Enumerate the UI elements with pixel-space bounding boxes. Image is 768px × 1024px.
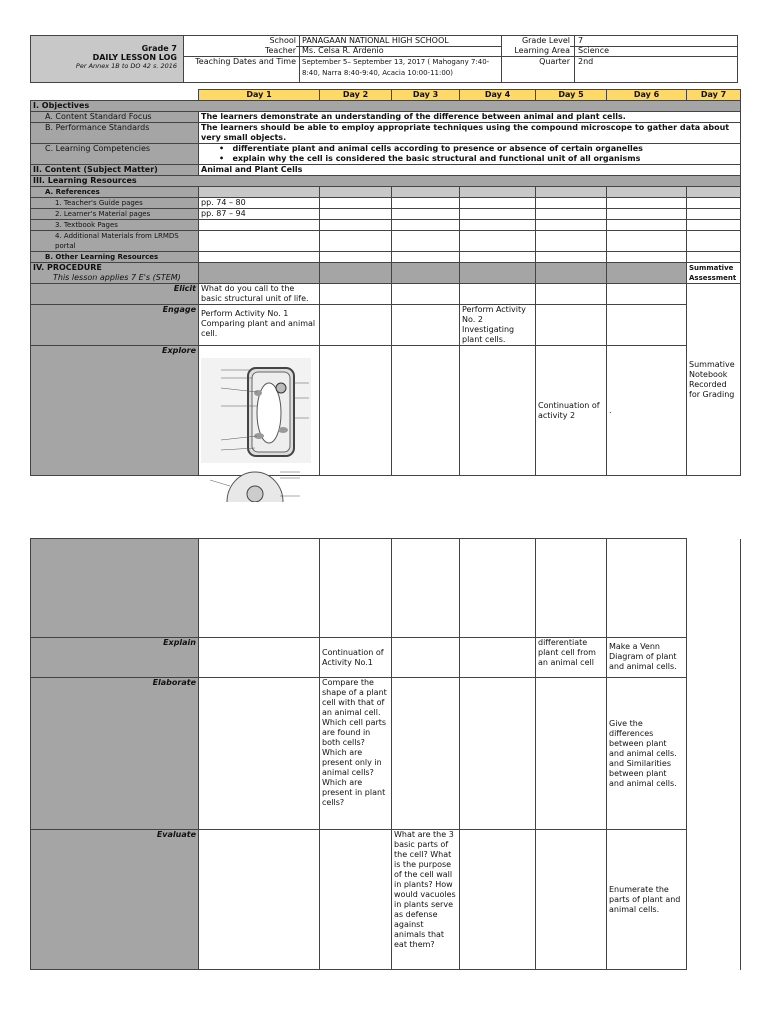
- references-label: A. References: [31, 187, 199, 198]
- elicit-label: Elicit: [31, 284, 199, 305]
- procedure-subheading: This lesson applies 7 E's (STEM): [53, 273, 181, 282]
- lesson-table: [30, 89, 741, 476]
- learning-competencies-label: C. Learning Competencies: [31, 144, 199, 165]
- explain-label: Explain: [31, 638, 199, 678]
- elicit-day-1: What do you call to the basic structural unit of life.: [199, 284, 320, 305]
- animal-cell-diagram: [200, 466, 310, 502]
- content-standard-label: A. Content Standard Focus: [31, 112, 199, 123]
- content-label: II. Content (Subject Matter): [31, 165, 199, 176]
- annex-note: Per Annex 1B to DO 42 s. 2016: [75, 62, 177, 70]
- content-value: Animal and Plant Cells: [199, 165, 741, 176]
- learners-material-label: 2. Learner's Material pages: [31, 209, 199, 220]
- day-7-header: Day 7: [687, 90, 741, 101]
- quarter-label: Quarter: [502, 57, 570, 66]
- grade-title: Grade 7: [141, 44, 177, 53]
- procedure-heading: IV. PROCEDURE: [33, 263, 102, 272]
- lesson-table-continued: [30, 538, 741, 970]
- procedure-heading-cell: [31, 263, 199, 284]
- engage-label: Engage: [31, 305, 199, 346]
- day-4-header: Day 4: [460, 90, 536, 101]
- evaluate-label: Evaluate: [31, 830, 199, 970]
- blank-cell: [31, 90, 199, 101]
- plant-cell-diagram: [201, 358, 311, 463]
- teacher-label: Teacher: [184, 46, 296, 55]
- performance-standards-text: The learners should be able to employ appropriate techniques using the compound microscope to gather data about very small objects.: [199, 123, 741, 144]
- explore-day-6: .: [607, 346, 687, 476]
- performance-standards-label: B. Performance Standards: [31, 123, 199, 144]
- textbook-pages-label: 3. Textbook Pages: [31, 220, 199, 231]
- day-6-header: Day 6: [607, 90, 687, 101]
- explain-day-2: Continuation of Activity No.1: [320, 638, 392, 678]
- day-1-header: Day 1: [199, 90, 320, 101]
- engage-day-4: Perform Activity No. 2 Investigating plant cells.: [460, 305, 536, 346]
- elaborate-day-2: Compare the shape of a plant cell with that of an animal cell. Which cell parts are found in both cells? Which are present only in animal cells? Which are present in plant cells?: [320, 678, 392, 830]
- teachers-guide-value: pp. 74 – 80: [199, 198, 320, 209]
- day-5-header: Day 5: [536, 90, 607, 101]
- school-value: PANAGAAN NATIONAL HIGH SCHOOL: [302, 36, 449, 45]
- lesson-log-header: [30, 35, 738, 83]
- teachers-guide-label: 1. Teacher's Guide pages: [31, 198, 199, 209]
- header-title-box: [31, 36, 184, 82]
- grade-level-value: 7: [578, 36, 584, 45]
- dates-value: September 5– September 13, 2017 ( Mahogany 7:40-8:40, Narra 8:40-9:40, Acacia 10:00-11:00): [302, 58, 490, 77]
- evaluate-day-6: Enumerate the parts of plant and animal cells.: [607, 830, 687, 970]
- learning-area-value: Science: [578, 46, 610, 55]
- explore-label: Explore: [31, 346, 199, 476]
- summative-assessment-header: Summative Assessment: [687, 263, 741, 284]
- doc-title: DAILY LESSON LOG: [92, 53, 177, 62]
- additional-materials-label: 4. Additional Materials from LRMDS portal: [31, 231, 199, 252]
- engage-day-1: Perform Activity No. 1 Comparing plant and animal cell.: [199, 305, 320, 346]
- explain-day-6: Make a Venn Diagram of plant and animal cells.: [607, 638, 687, 678]
- grade-level-label: Grade Level: [502, 36, 570, 45]
- quarter-value: 2nd: [578, 57, 594, 66]
- objectives-heading: I. Objectives: [31, 101, 741, 112]
- explain-day-5: differentiate plant cell from an animal cell: [536, 638, 607, 678]
- explore-day-7: Summative Notebook Recorded for Grading: [687, 284, 741, 476]
- explore-day-5: Continuation of activity 2: [536, 346, 607, 476]
- learning-area-label: Learning Area: [502, 46, 570, 55]
- day-2-header: Day 2: [320, 90, 392, 101]
- evaluate-day-3: What are the 3 basic parts of the cell? What is the purpose of the cell wall in plants? How would vacuoles in plants serve as defense against animals that eat them?: [392, 830, 460, 970]
- day-header-row: [31, 90, 741, 101]
- learners-material-value: pp. 87 – 94: [199, 209, 320, 220]
- elaborate-day-6: Give the differences between plant and animal cells. and Similarities between plant and animal cells.: [607, 678, 687, 830]
- school-label: School: [184, 36, 296, 45]
- competency-item: • explain why the cell is considered the basic structural and functional unit of all organisms: [219, 154, 641, 163]
- other-resources-label: B. Other Learning Resources: [31, 252, 199, 263]
- explore-day-1: [199, 346, 320, 476]
- content-standard-text: The learners demonstrate an understanding of the difference between animal and plant cells.: [199, 112, 741, 123]
- learning-competencies-list: [199, 144, 741, 165]
- teacher-value: Ms. Celsa R. Ardenio: [302, 46, 384, 55]
- elaborate-label: Elaborate: [31, 678, 199, 830]
- dates-label: Teaching Dates and Time: [184, 57, 296, 66]
- resources-heading: III. Learning Resources: [31, 176, 741, 187]
- day-3-header: Day 3: [392, 90, 460, 101]
- competency-item: • differentiate plant and animal cells according to presence or absence of certain organelles: [219, 144, 643, 153]
